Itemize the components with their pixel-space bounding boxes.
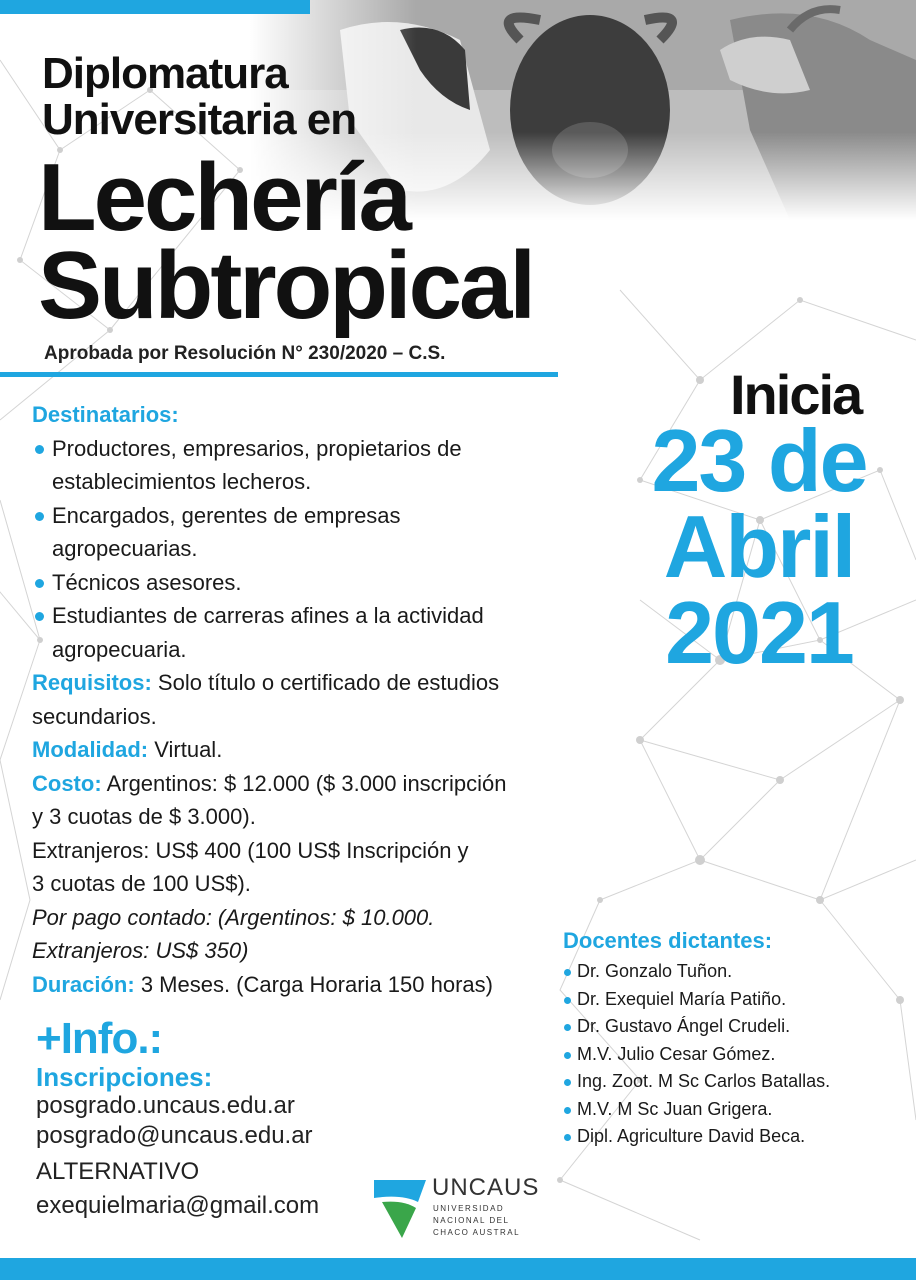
title-line-2: Universitaria en xyxy=(42,95,357,144)
list-item: Ing. Zoot. M Sc Carlos Batallas. xyxy=(563,1068,903,1096)
costo-line xyxy=(32,767,592,801)
logo-name: UNCAUS xyxy=(432,1174,540,1201)
course-details xyxy=(32,398,592,1001)
website-link[interactable]: posgrado.uncaus.edu.ar xyxy=(36,1092,295,1119)
alternative-label: ALTERNATIVO xyxy=(36,1158,200,1185)
list-item: Dr. Gustavo Ángel Crudeli. xyxy=(563,1013,903,1041)
list-item: M.V. Julio Cesar Gómez. xyxy=(563,1041,903,1069)
list-item: Dr. Exequiel María Patiño. xyxy=(563,986,903,1014)
top-accent-bar xyxy=(0,0,310,14)
duracion-line xyxy=(32,968,592,1002)
teachers-list xyxy=(563,928,903,1151)
list-item: Encargados, gerentes de empresas xyxy=(32,499,592,533)
modalidad-line xyxy=(32,733,592,767)
requisitos-text-2: secundarios. xyxy=(32,703,157,729)
logo-subtitle-3: CHACO AUSTRAL xyxy=(433,1228,521,1237)
start-date-day: 23 de xyxy=(651,411,867,510)
list-item: Técnicos asesores. xyxy=(32,566,592,600)
start-label: Inicia xyxy=(730,363,862,426)
start-date-month: Abril xyxy=(663,497,855,596)
list-item: Estudiantes de carreras afines a la actividad xyxy=(32,599,592,633)
costo-line-6: Extranjeros: US$ 350) xyxy=(32,938,249,963)
info-heading: +Info.: xyxy=(36,1014,163,1063)
list-item: M.V. M Sc Juan Grigera. xyxy=(563,1096,903,1124)
logo-subtitle-1: UNIVERSIDAD xyxy=(433,1204,505,1213)
title-line-3: Lechería xyxy=(38,144,409,251)
requisitos-line xyxy=(32,666,592,700)
requisitos-label: Requisitos: xyxy=(32,670,152,695)
resolution-text: Aprobada por Resolución N° 230/2020 – C.S. xyxy=(44,343,446,364)
list-item-continuation: establecimientos lecheros. xyxy=(52,469,312,494)
teachers-heading: Docentes dictantes: xyxy=(563,928,773,953)
alternative-email-link[interactable]: exequielmaria@gmail.com xyxy=(36,1192,320,1219)
requisitos-text: Solo título o certificado de estudios xyxy=(157,670,500,695)
separator-line xyxy=(0,372,558,377)
costo-text: Argentinos: $ 12.000 ($ 3.000 inscripción xyxy=(106,770,507,796)
logo-subtitle-2: NACIONAL DEL xyxy=(433,1216,510,1225)
duracion-text: 3 Meses. (Carga Horaria 150 horas) xyxy=(140,971,493,997)
title-line-1: Diplomatura xyxy=(42,49,288,98)
costo-label: Costo: xyxy=(32,770,102,796)
duracion-label: Duración: xyxy=(32,971,135,997)
start-date-year: 2021 xyxy=(665,583,853,682)
inscripciones-heading: Inscripciones: xyxy=(36,1062,213,1092)
bottom-accent-bar xyxy=(0,1258,916,1280)
destinatarios-label: Destinatarios: xyxy=(32,402,179,427)
modalidad-label: Modalidad: xyxy=(32,737,149,762)
title-line-4: Subtropical xyxy=(38,232,534,339)
costo-line-3: Extranjeros: US$ 400 (100 US$ Inscripción y xyxy=(32,837,469,863)
list-item-continuation: agropecuaria. xyxy=(52,636,187,662)
modalidad-text: Virtual. xyxy=(154,737,223,762)
costo-line-4: 3 cuotas de 100 US$). xyxy=(32,871,251,896)
costo-line-5: Por pago contado: (Argentinos: $ 10.000. xyxy=(32,904,435,930)
list-item-continuation: agropecuarias. xyxy=(52,536,198,561)
list-item: Dr. Gonzalo Tuñon. xyxy=(563,958,903,986)
costo-line-2: y 3 cuotas de $ 3.000). xyxy=(32,804,256,829)
list-item: Dipl. Agriculture David Beca. xyxy=(563,1123,903,1151)
email-link[interactable]: posgrado@uncaus.edu.ar xyxy=(36,1122,313,1149)
list-item: Productores, empresarios, propietarios de xyxy=(32,432,592,466)
